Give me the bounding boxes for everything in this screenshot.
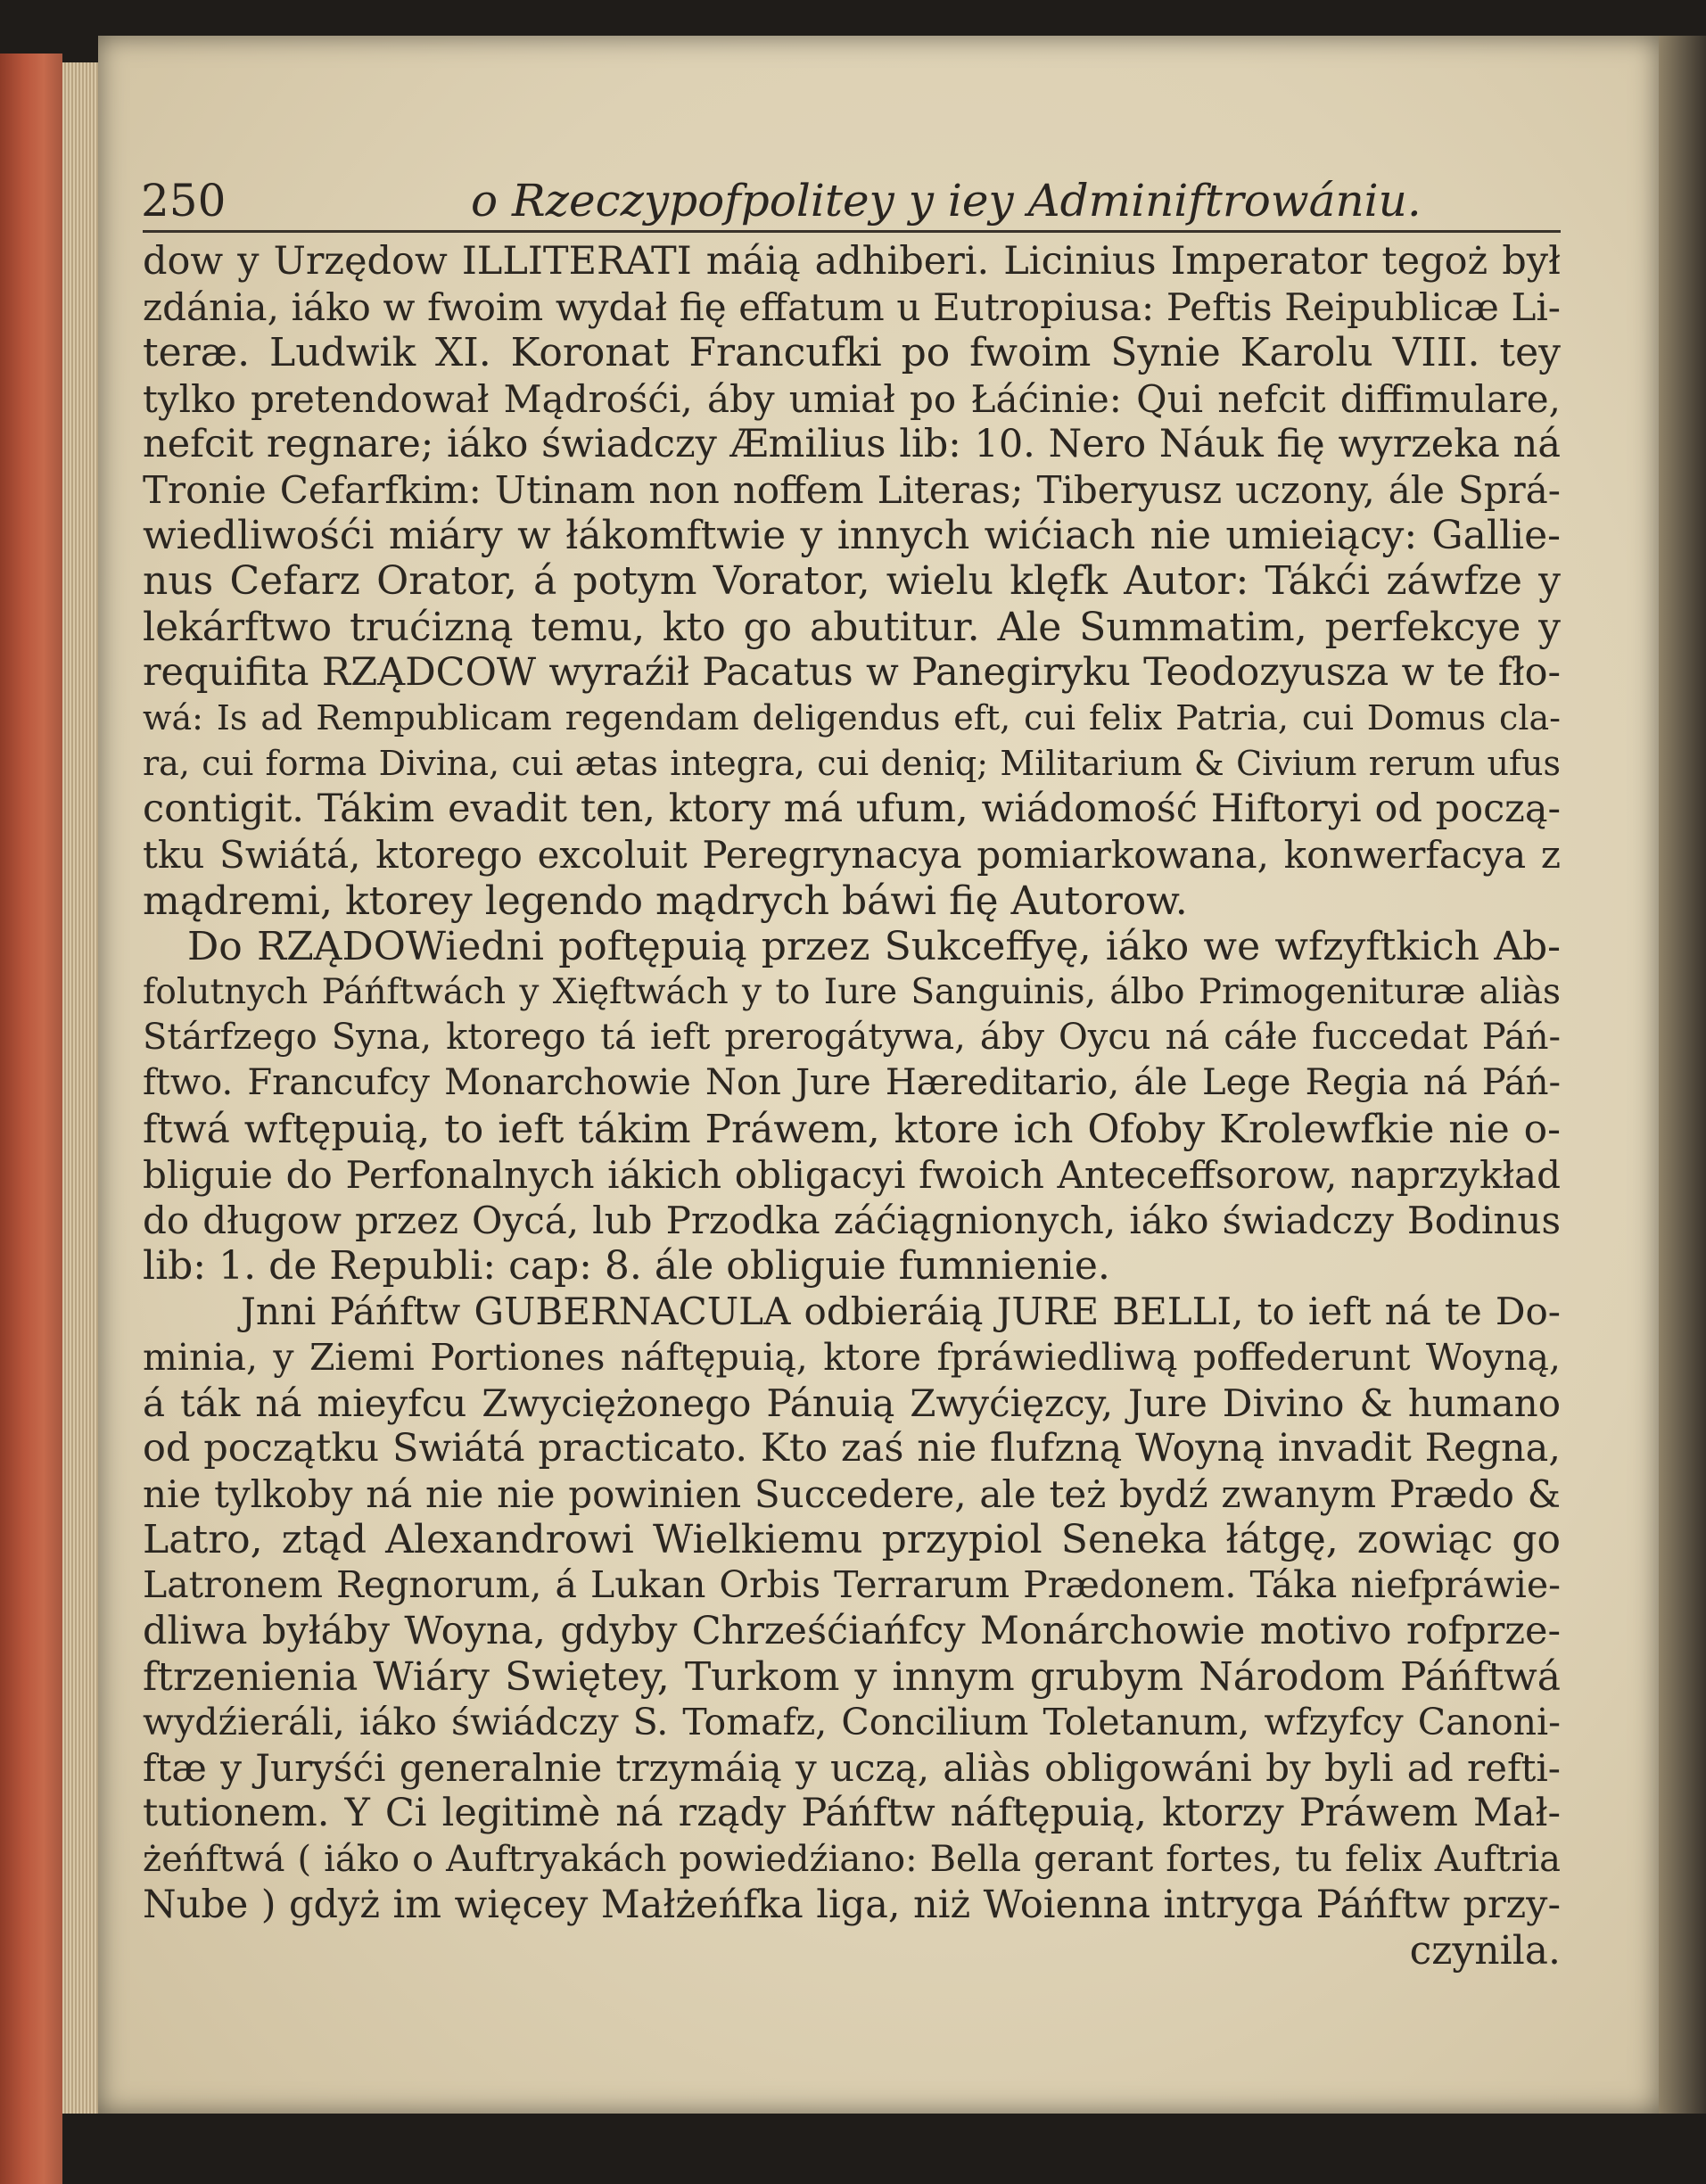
header-rule — [143, 230, 1561, 233]
page-number: 250 — [141, 175, 227, 227]
text-line: od początku Swiátá practicato. Kto zaś nie flufzną Woyną invadit Regna, — [143, 1425, 1561, 1471]
text-line: mądremi, ktorey legendo mądrych báwi fię Autorow. — [143, 878, 1188, 924]
text-line: żeńftwá ( iáko o Auftryakách powiedźiano: Bella gerant fortes, tu felix Auftria — [143, 1838, 1561, 1880]
text-line: Do RZĄDOWiedni poftępuią przez Sukceffyę, iáko we wfzyftkich Ab- — [187, 923, 1561, 969]
text-line: Jnni Páńftw GUBERNACULA odbieráią JURE BELLI, to ieft ná te Do- — [241, 1290, 1561, 1334]
text-line: nie tylkoby ná nie nie powinien Succedere, ale też bydź zwanym Prædo & — [143, 1472, 1561, 1517]
book-gutter — [1659, 36, 1706, 2114]
text-line: wá: Is ad Rempublicam regendam deligendus eft, cui felix Patria, cui Domus cla- — [143, 697, 1561, 738]
text-line: ftwá wftępuią, to ieft tákim Práwem, ktore ich Ofoby Krolewfkie nie o- — [143, 1106, 1561, 1152]
text-line: do długow przez Oycá, lub Przodka záćiągnionych, iáko świadczy Bodinus — [143, 1198, 1561, 1242]
text-line: teræ. Ludwik XI. Koronat Francufki po fwoim Synie Karolu VIII. tey — [143, 330, 1561, 376]
text-line: bliguie do Perfonalnych iákich obligacyi fwoich Anteceffsorow, naprzykład — [143, 1152, 1561, 1197]
text-line: folutnych Páńftwách y Xięftwách y to Iure Sanguinis, álbo Primogenituræ aliàs — [143, 972, 1561, 1012]
text-line: tylko pretendował Mądrośći, áby umiał po Łáćinie: Qui nefcit diffimulare, — [143, 376, 1561, 421]
text-line: zdánia, iáko w fwoim wydał fię effatum u Eutropiusa: Peftis Reipublicæ Li- — [143, 285, 1561, 330]
text-line: nefcit regnare; iáko świadczy Æmilius lib: 10. Nero Náuk fię wyrzeka ná — [143, 421, 1561, 466]
text-line: wydźieráli, iáko świádczy S. Tomafz, Concilium Toletanum, wfzyfcy Canoni- — [143, 1701, 1561, 1743]
text-line: ftæ y Juryśći generalnie trzymáią y uczą, aliàs obligowáni by byli ad refti- — [143, 1746, 1561, 1791]
text-line: tutionem. Y Ci legitimè ná rządy Páńftw náftępuią, ktorzy Práwem Mał- — [143, 1791, 1561, 1836]
text-line: minia, y Ziemi Portiones náftępuią, ktore fpráwiedliwą poffederunt Woyną, — [143, 1335, 1561, 1379]
text-line: Nube ) gdyż im więcey Małżeńfka liga, niż Woienna intryga Páńftw przy- — [143, 1882, 1561, 1927]
text-line: Latronem Regnorum, á Lukan Orbis Terrarum Prædonem. Táka niefpráwie- — [143, 1563, 1561, 1607]
text-line: Stárfzego Syna, ktorego tá ieft prerogátywa, áby Oycu ná cáłe fuccedat Páń- — [143, 1017, 1561, 1059]
text-line: requifita RZĄDCOW wyraźił Pacatus w Panegiryku Teodozyusza w te fło- — [143, 649, 1561, 695]
page-header — [141, 175, 1550, 228]
body-text — [143, 239, 1561, 1974]
text-line: Tronie Cefarfkim: Utinam non noffem Literas; Tiberyusz uczony, ále Sprá- — [143, 467, 1561, 512]
text-line: á ták ná mieyfcu Zwyciężonego Pánuią Zwyćięzcy, Jure Divino & humano — [143, 1380, 1561, 1425]
text-line: tku Swiátá, ktorego excoluit Peregrynacya pomiarkowana, konwerfacya z — [143, 833, 1561, 878]
text-line: wiedliwośći miáry w łákomftwie y innych wićiach nie umieiący: Gallie- — [143, 513, 1561, 559]
text-line: ftwo. Francufcy Monarchowie Non Jure Hæreditario, ále Lege Regia ná Páń- — [143, 1062, 1561, 1104]
text-line: Latro, ztąd Alexandrowi Wielkiemu przypiol Seneka łátgę, zowiąc go — [143, 1517, 1561, 1563]
running-head: o Rzeczypofpolitey y iey Adminiftrowániu. — [471, 175, 1422, 227]
text-line: lekárftwo trućizną temu, kto go abutitur. Ale Summatim, perfekcye y — [143, 604, 1561, 650]
text-line: czynila. — [1409, 1927, 1561, 1974]
text-line: contigit. Tákim evadit ten, ktory má ufum, wiádomość Hiftoryi od począ- — [143, 787, 1561, 832]
text-line: nus Cefarz Orator, á potym Vorator, wielu klęfk Autor: Tákći záwfze y — [143, 558, 1561, 605]
text-line: lib: 1. de Republi: cap: 8. ále obliguie fumnienie. — [143, 1243, 1110, 1290]
text-line: ra, cui forma Divina, cui ætas integra, cui deniq; Militarium & Civium rerum ufus — [143, 744, 1561, 784]
book-fore-edge — [0, 54, 62, 2184]
text-line: dliwa byłáby Woyna, gdyby Chrześćiańfcy Monárchowie motivo rofprze- — [143, 1608, 1561, 1653]
text-line: ftrzenienia Wiáry Swiętey, Turkom y innym grubym Národom Páńftwá — [143, 1653, 1561, 1700]
text-line: dow y Urzędow ILLITERATI máią adhiberi. Licinius Imperator tegoż był — [143, 239, 1561, 284]
